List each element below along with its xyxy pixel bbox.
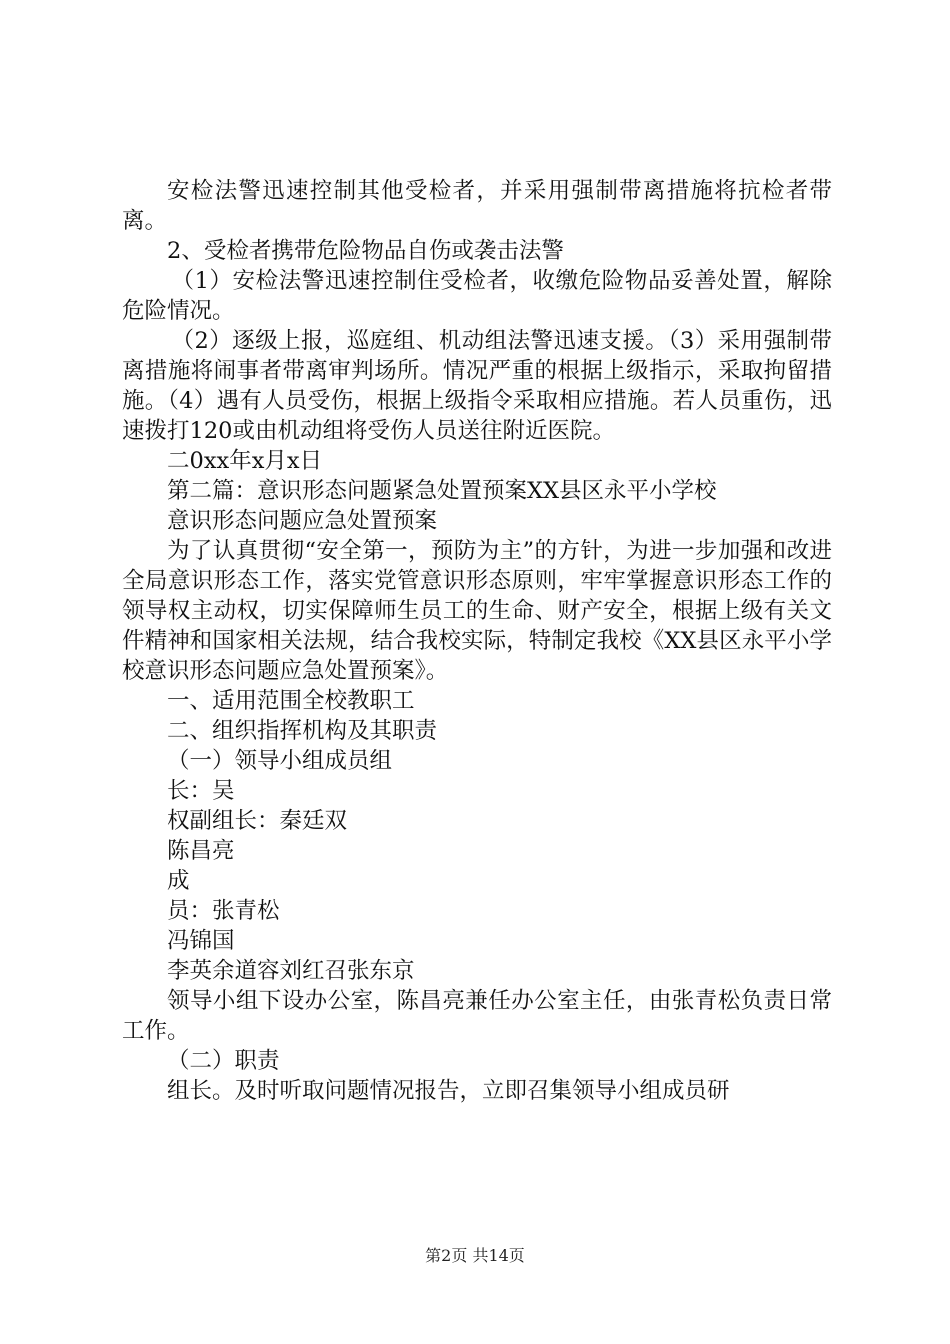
- document-body: [122, 176, 832, 1106]
- paragraph: 安检法警迅速控制其他受检者，并采用强制带离措施将抗检者带离。: [122, 178, 832, 234]
- member-line: 成: [167, 868, 190, 894]
- list-subheading: （一）领导小组成员组: [167, 748, 393, 774]
- member-line: 李英余道容刘红召张东京: [167, 958, 415, 984]
- page-footer: [0, 1243, 950, 1266]
- list-heading: 二、组织指挥机构及其职责: [167, 718, 438, 744]
- paragraph: 组长。及时听取问题情况报告，立即召集领导小组成员研: [167, 1078, 730, 1104]
- list-heading: 一、适用范围全校教职工: [167, 688, 415, 714]
- member-line: 长：吴: [167, 778, 235, 804]
- member-line: 权副组长：秦廷双: [167, 808, 348, 834]
- member-line: 员：张青松: [167, 898, 280, 924]
- list-heading: 2、受检者携带危险物品自伤或袭击法警: [167, 238, 564, 264]
- paragraph: 为了认真贯彻“安全第一，预防为主”的方针，为进一步加强和改进全局意识形态工作，落实党管意识形态原则，牢牢掌握意识形态工作的领导权主动权，切实保障师生员工的生命、财产安全，根据上级有关文件精神和国家相关法规，结合我校实际，特制定我校《XX县区永平小学校意识形态问题应急处置预案》。: [122, 538, 832, 684]
- member-line: 冯锦国: [167, 928, 235, 954]
- paragraph: 领导小组下设办公室，陈昌亮兼任办公室主任，由张青松负责日常工作。: [122, 988, 832, 1044]
- paragraph: （1）安检法警迅速控制住受检者，收缴危险物品妥善处置，解除危险情况。: [122, 268, 832, 324]
- section-subtitle: 意识形态问题应急处置预案: [167, 508, 438, 534]
- list-subheading: （二）职责: [167, 1048, 280, 1074]
- date-line: 二0xx年x月x日: [167, 448, 323, 474]
- member-line: 陈昌亮: [167, 838, 235, 864]
- section-title: 第二篇：意识形态问题紧急处置预案XX县区永平小学校: [167, 478, 717, 504]
- paragraph: （2）逐级上报，巡庭组、机动组法警迅速支援。（3）采用强制带离措施将闹事者带离审判场所。情况严重的根据上级指示，采取拘留措施。（4）遇有人员受伤，根据上级指令采取相应措施。若人员重伤，迅速拨打120或由机动组将受伤人员送往附近医院。: [122, 328, 832, 444]
- page-number: 第2页 共14页: [425, 1246, 525, 1265]
